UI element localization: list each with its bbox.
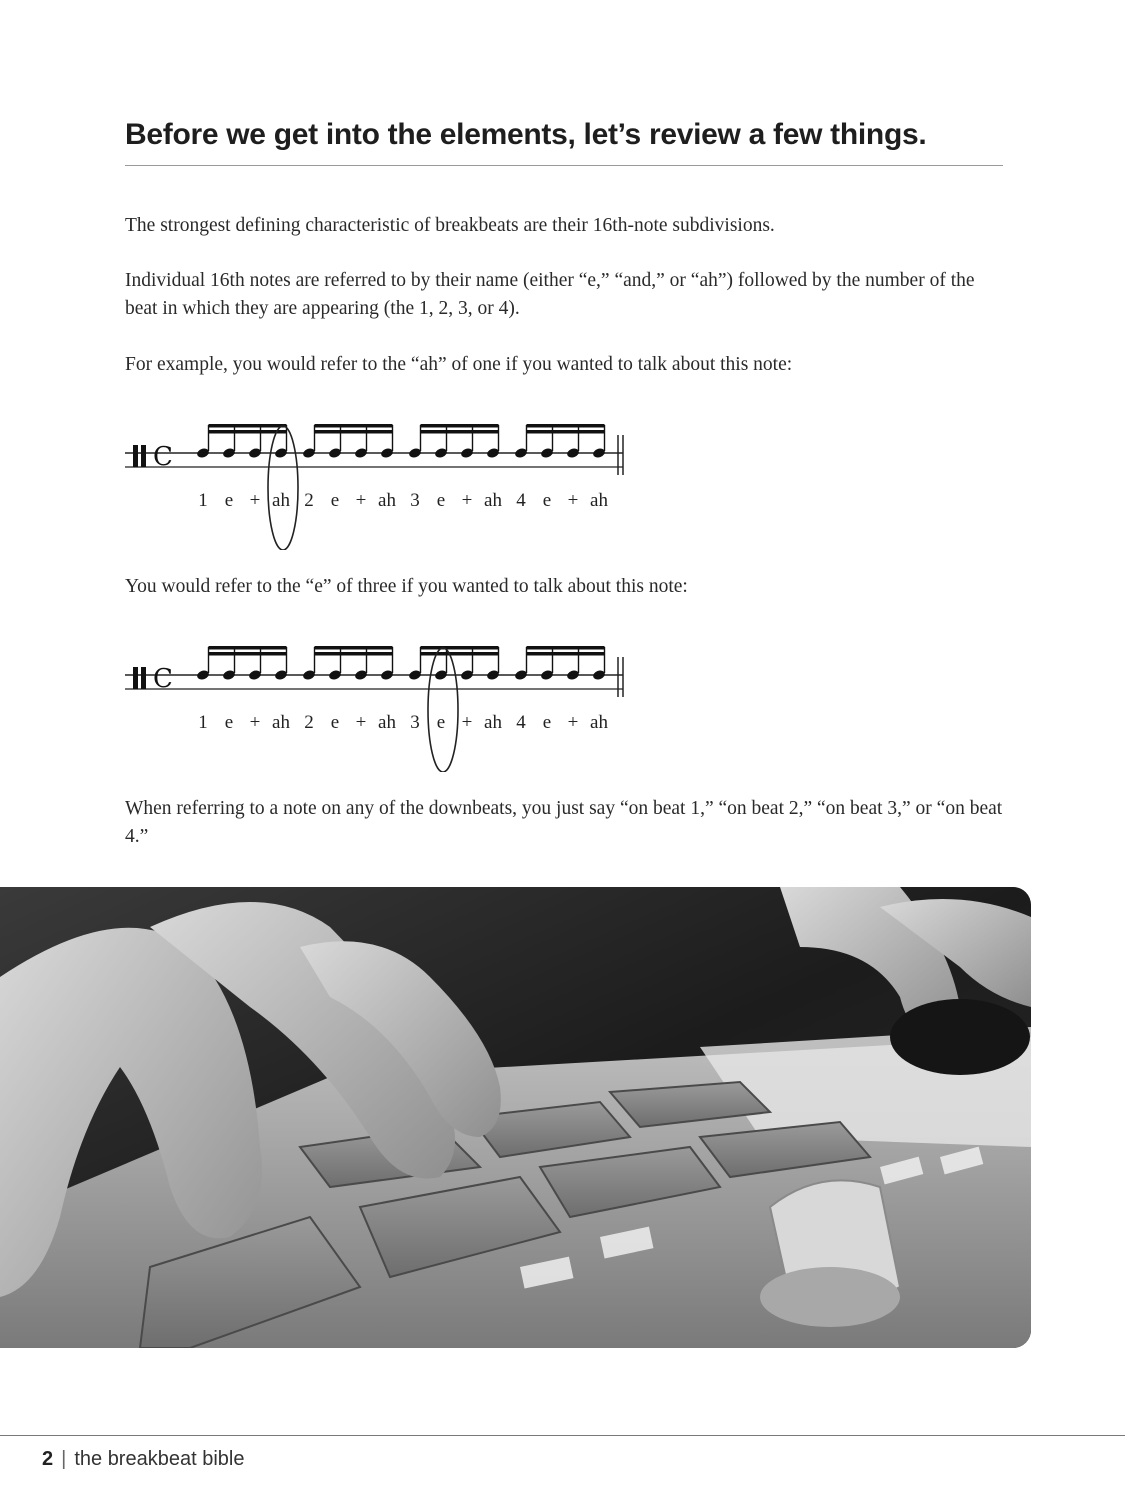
count-label: ah (590, 712, 608, 733)
book-title: the breakbeat bible (74, 1448, 245, 1470)
count-label: e (436, 490, 446, 511)
beam-primary (209, 424, 287, 428)
jog-knob (890, 999, 1030, 1075)
notation-example-ah-of-one (120, 405, 640, 550)
count-label: + (461, 712, 473, 733)
count-label: ah (272, 490, 290, 511)
count-label: e (330, 712, 340, 733)
time-signature: C (153, 664, 173, 694)
beam-primary (315, 424, 393, 428)
beam-primary (527, 646, 605, 650)
count-label: e (224, 490, 234, 511)
count-label: 2 (304, 490, 314, 511)
count-label: 3 (410, 712, 420, 733)
count-label: 1 (198, 490, 208, 511)
count-label: e (330, 490, 340, 511)
paragraph-2: Individual 16th notes are referred to by their name (either “e,” “and,” or “ah”) followed by the number of the beat in which they are appearing (the 1, 2, 3, or 4). (125, 270, 975, 319)
highlight-circle (428, 648, 458, 772)
percussion-clef-bar (133, 445, 138, 467)
drum-machine-photo (0, 887, 1031, 1348)
paragraph-1: The strongest defining characteristic of breakbeats are their 16th-note subdivisions. (125, 215, 775, 236)
count-label: e (436, 712, 446, 733)
beam-primary (421, 424, 499, 428)
count-label: + (567, 490, 579, 511)
beam-primary (527, 424, 605, 428)
count-label: ah (272, 712, 290, 733)
staff-svg-1 (120, 405, 640, 550)
percussion-clef-bar (141, 667, 146, 689)
highlight-circle (268, 426, 298, 550)
count-label: + (567, 712, 579, 733)
count-label: 2 (304, 712, 314, 733)
beam-primary (421, 646, 499, 650)
count-label: + (249, 712, 261, 733)
knob (760, 1180, 900, 1327)
beam-secondary (209, 652, 287, 656)
paragraph-4: You would refer to the “e” of three if you wanted to talk about this note: (125, 576, 688, 597)
beam-primary (209, 646, 287, 650)
count-label: e (224, 712, 234, 733)
count-label: ah (484, 712, 502, 733)
beam-secondary (209, 430, 287, 434)
count-label: 4 (516, 490, 526, 511)
footer-separator: | (61, 1448, 67, 1470)
count-label: ah (484, 490, 502, 511)
count-label: + (355, 712, 367, 733)
staff-svg-2 (120, 627, 640, 772)
beam-secondary (315, 652, 393, 656)
count-label: + (355, 490, 367, 511)
count-label: 1 (198, 712, 208, 733)
beam-primary (315, 646, 393, 650)
page-footer (42, 1448, 244, 1471)
count-label: ah (378, 712, 396, 733)
page-number: 2 (42, 1448, 54, 1470)
count-label: e (542, 712, 552, 733)
count-label: 4 (516, 712, 526, 733)
beam-secondary (315, 430, 393, 434)
beam-secondary (527, 430, 605, 434)
notation-example-e-of-three (120, 627, 640, 772)
count-label: e (542, 490, 552, 511)
heading-divider (125, 165, 1003, 166)
beam-secondary (421, 430, 499, 434)
count-label: + (249, 490, 261, 511)
percussion-clef-bar (141, 445, 146, 467)
page-heading: Before we get into the elements, let’s review a few things. (125, 118, 927, 151)
count-label: 3 (410, 490, 420, 511)
footer-divider (0, 1435, 1125, 1436)
time-signature: C (153, 442, 173, 472)
paragraph-5: When referring to a note on any of the downbeats, you just say “on beat 1,” “on beat 2,” “on beat 3,” or “on beat 4.” (125, 798, 1003, 847)
count-label: + (461, 490, 473, 511)
beam-secondary (421, 652, 499, 656)
beam-secondary (527, 652, 605, 656)
count-label: ah (590, 490, 608, 511)
count-label: ah (378, 490, 396, 511)
percussion-clef-bar (133, 667, 138, 689)
hands-on-pads-image (0, 887, 1031, 1348)
paragraph-3: For example, you would refer to the “ah” of one if you wanted to talk about this note: (125, 354, 793, 375)
